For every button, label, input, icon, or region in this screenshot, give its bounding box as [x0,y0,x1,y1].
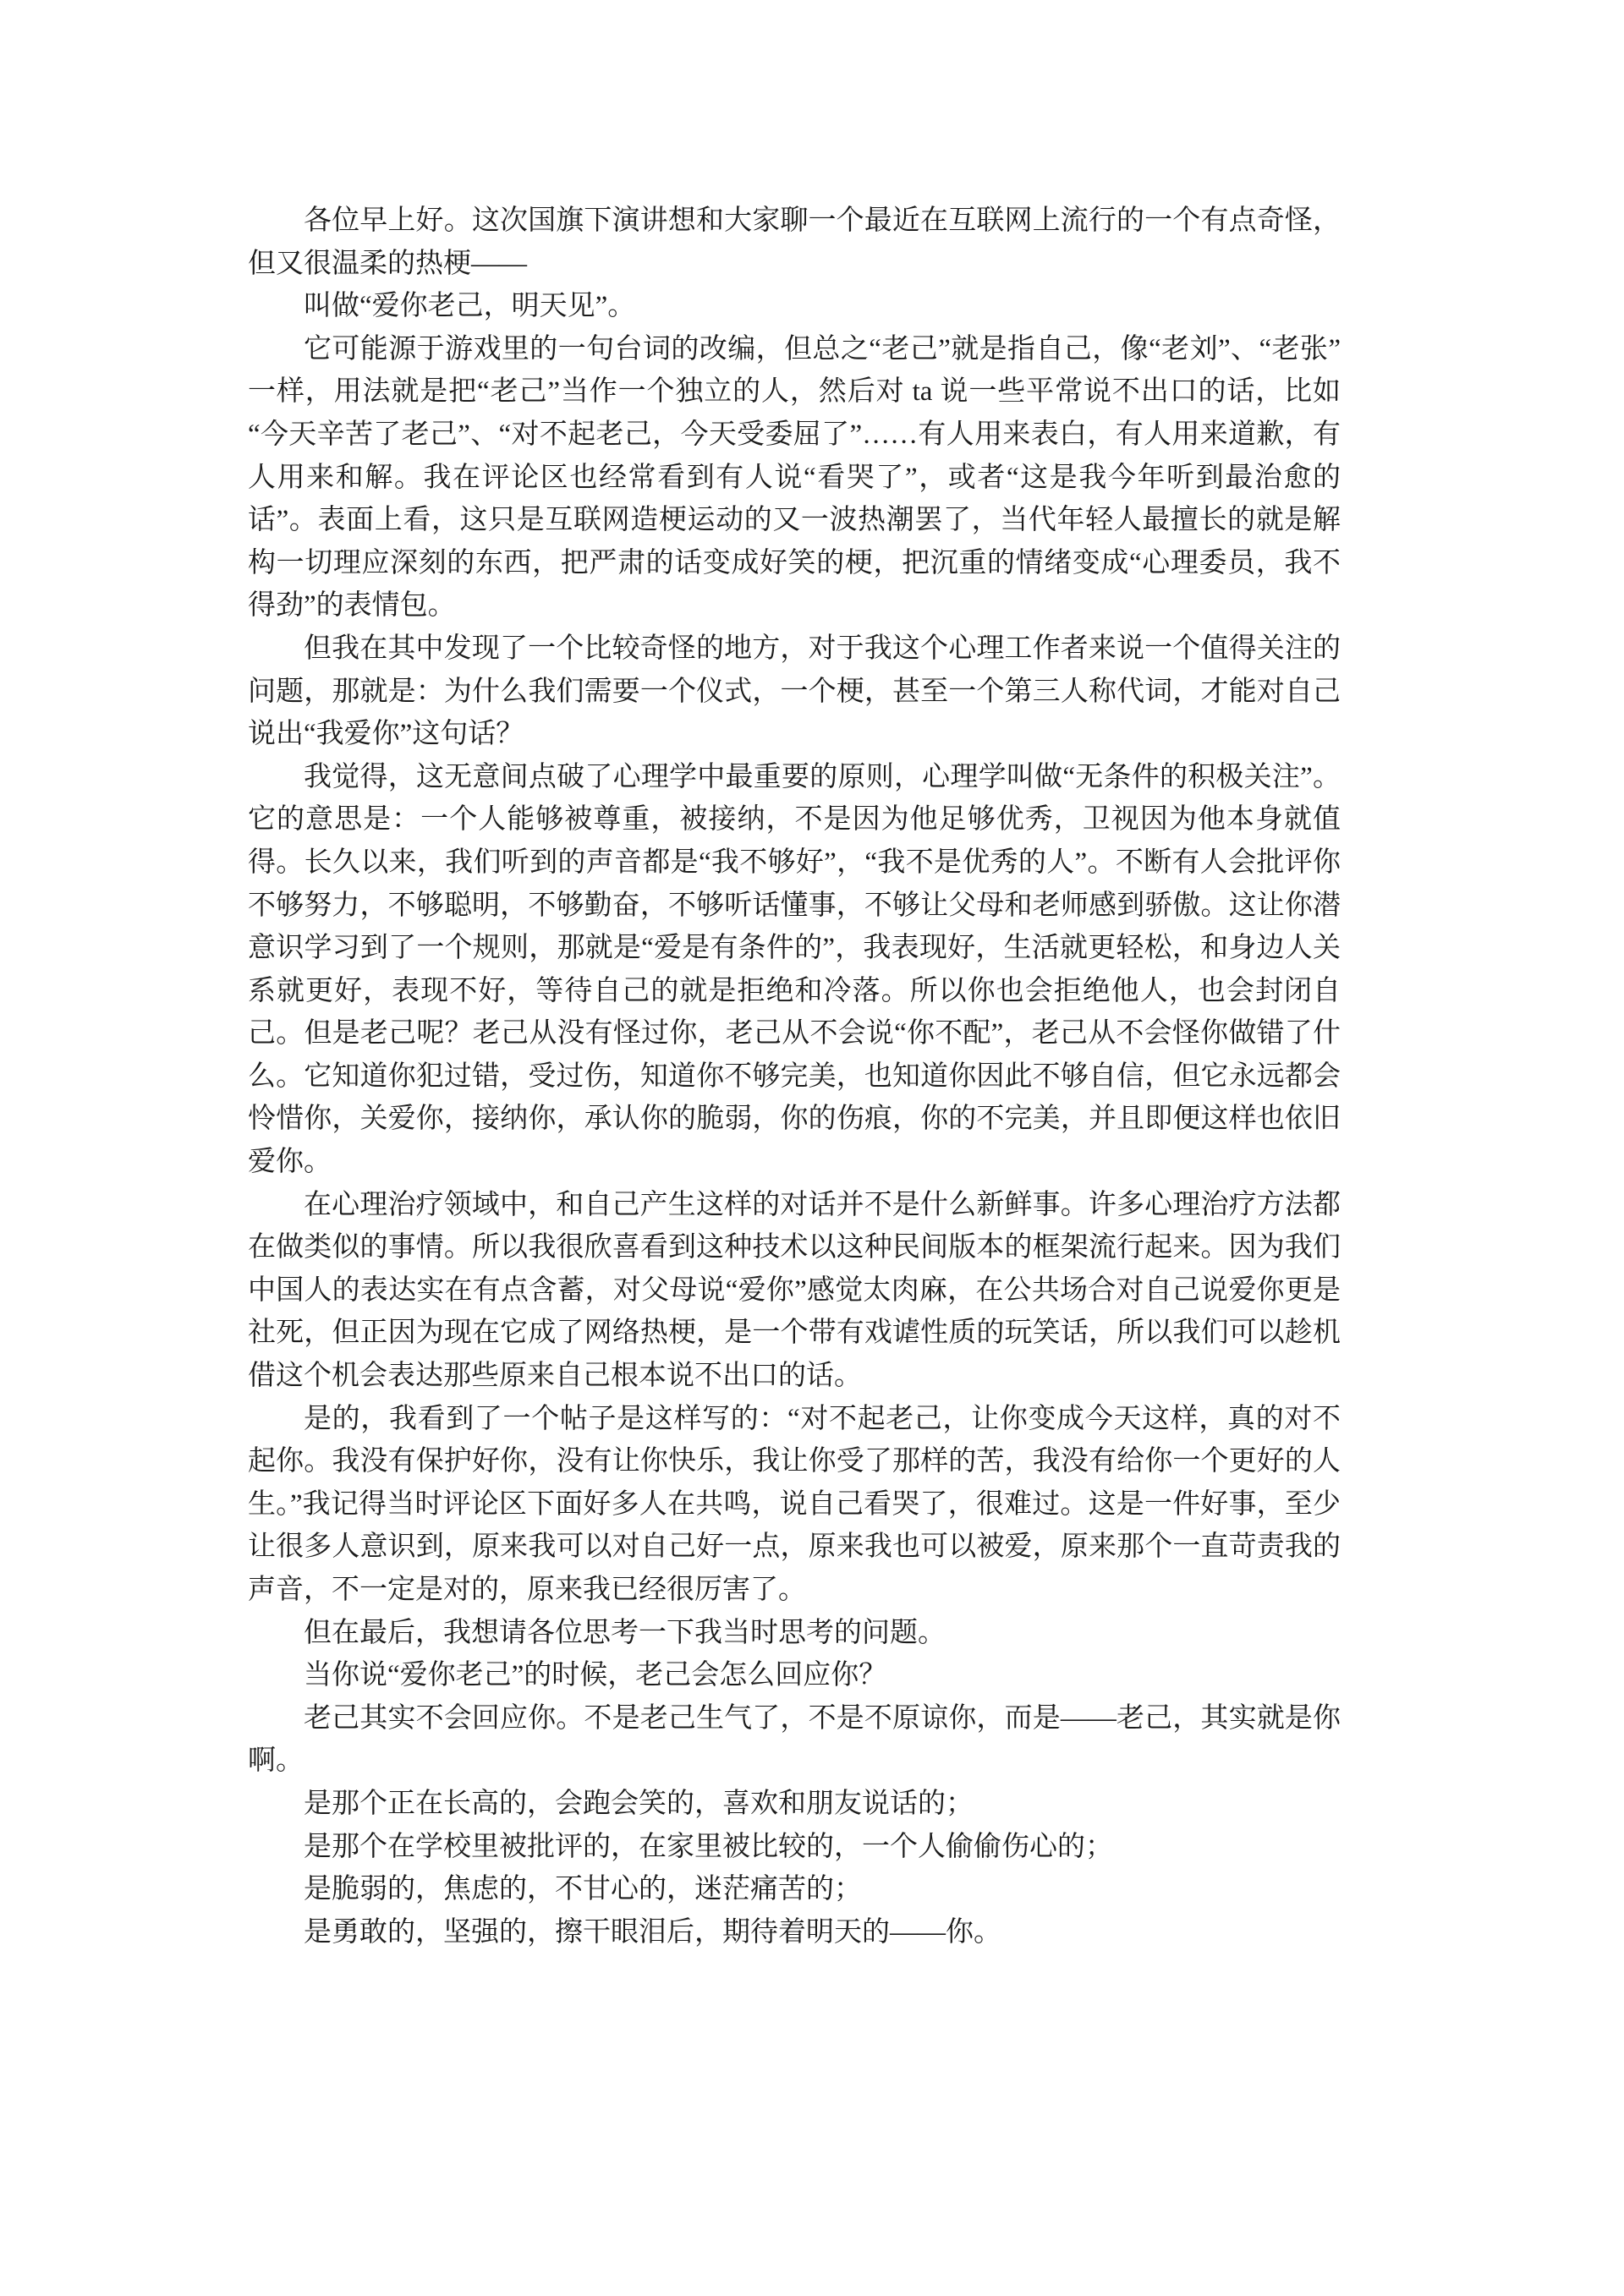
paragraph: 但我在其中发现了一个比较奇怪的地方，对于我这个心理工作者来说一个值得关注的问题，那就是：为什么我们需要一个仪式，一个梗，甚至一个第三人称代词，才能对自己说出“我爱你”这句话？ [248,633,1341,750]
paragraph: 是的，我看到了一个帖子是这样写的：“对不起老己，让你变成今天这样，真的对不起你。我没有保护好你，没有让你快乐，我让你受了那样的苦，我没有给你一个更好的人生。”我记得当时评论区下面好多人在共鸣，说自己看哭了，很难过。这是一件好事，至少让很多人意识到，原来我可以对自己好一点，原来我也可以被爱，原来那个一直苛责我的声音，不一定是对的，原来我已经很厉害了。 [248,1403,1341,1605]
paragraph: 但在最后，我想请各位思考一下我当时思考的问题。 [304,1617,946,1648]
paragraph: 当你说“爱你老己”的时候，老己会怎么回应你？ [304,1660,887,1691]
paragraph: 是脆弱的，焦虑的，不甘心的，迷茫痛苦的； [304,1874,862,1905]
paragraph: 在心理治疗领域中，和自己产生这样的对话并不是什么新鲜事。许多心理治疗方法都在做类似的事情。所以我很欣喜看到这种技术以这种民间版本的框架流行起来。因为我们中国人的表达实在有点含蓄，对父母说“爱你”感觉太肉麻，在公共场合对自己说爱你更是社死，但正因为现在它成了网络热梗，是一个带有戏谑性质的玩笑话，所以我们可以趁机借这个机会表达那些原来自己根本说不出口的话。 [248,1189,1341,1392]
paragraph: 老己其实不会回应你。不是老己生气了，不是不原谅你，而是——老己，其实就是你啊。 [248,1702,1341,1777]
document-body [248,200,1341,1954]
paragraph: 叫做“爱你老己，明天见”。 [304,291,636,322]
paragraph: 它可能源于游戏里的一句台词的改编，但总之“老己”就是指自己，像“老刘”、“老张”一样，用法就是把“老己”当作一个独立的人，然后对 ta 说一些平常说不出口的话，比如“今天辛苦了老己”、“对不起老己，今天受委屈了”……有人用来表白，有人用来道歉，有人用来和解。我在评论区也经常看到有人说“看哭了”，或者“这是我今年听到最治愈的话”。表面上看，这只是互联网造梗运动的又一波热潮罢了，当代年轻人最擅长的就是解构一切理应深刻的东西，把严肃的话变成好笑的梗，把沉重的情绪变成“心理委员，我不得劲”的表情包。 [248,333,1341,622]
paragraph: 是勇敢的，坚强的，擦干眼泪后，期待着明天的——你。 [304,1916,1001,1948]
paragraph: 我觉得，这无意间点破了心理学中最重要的原则，心理学叫做“无条件的积极关注”。它的意思是：一个人能够被尊重，被接纳，不是因为他足够优秀，卫视因为他本身就值得。长久以来，我们听到的声音都是“我不够好”，“我不是优秀的人”。不断有人会批评你不够努力，不够聪明，不够勤奋，不够听话懂事，不够让父母和老师感到骄傲。这让你潜意识学习到了一个规则，那就是“爱是有条件的”，我表现好，生活就更轻松，和身边人关系就更好，表现不好，等待自己的就是拒绝和冷落。所以你也会拒绝他人，也会封闭自己。但是老己呢？老己从没有怪过你，老己从不会说“你不配”，老己从不会怪你做错了什么。它知道你犯过错，受过伤，知道你不够完美，也知道你因此不够自信，但它永远都会怜惜你，关爱你，接纳你，承认你的脆弱，你的伤痕，你的不完美，并且即便这样也依旧爱你。 [248,761,1341,1178]
paragraph: 是那个正在长高的，会跑会笑的，喜欢和朋友说话的； [304,1788,974,1819]
paragraph: 各位早上好。这次国旗下演讲想和大家聊一个最近在互联网上流行的一个有点奇怪，但又很温柔的热梗—— [248,205,1341,279]
paragraph: 是那个在学校里被批评的，在家里被比较的，一个人偷偷伤心的； [304,1831,1113,1862]
